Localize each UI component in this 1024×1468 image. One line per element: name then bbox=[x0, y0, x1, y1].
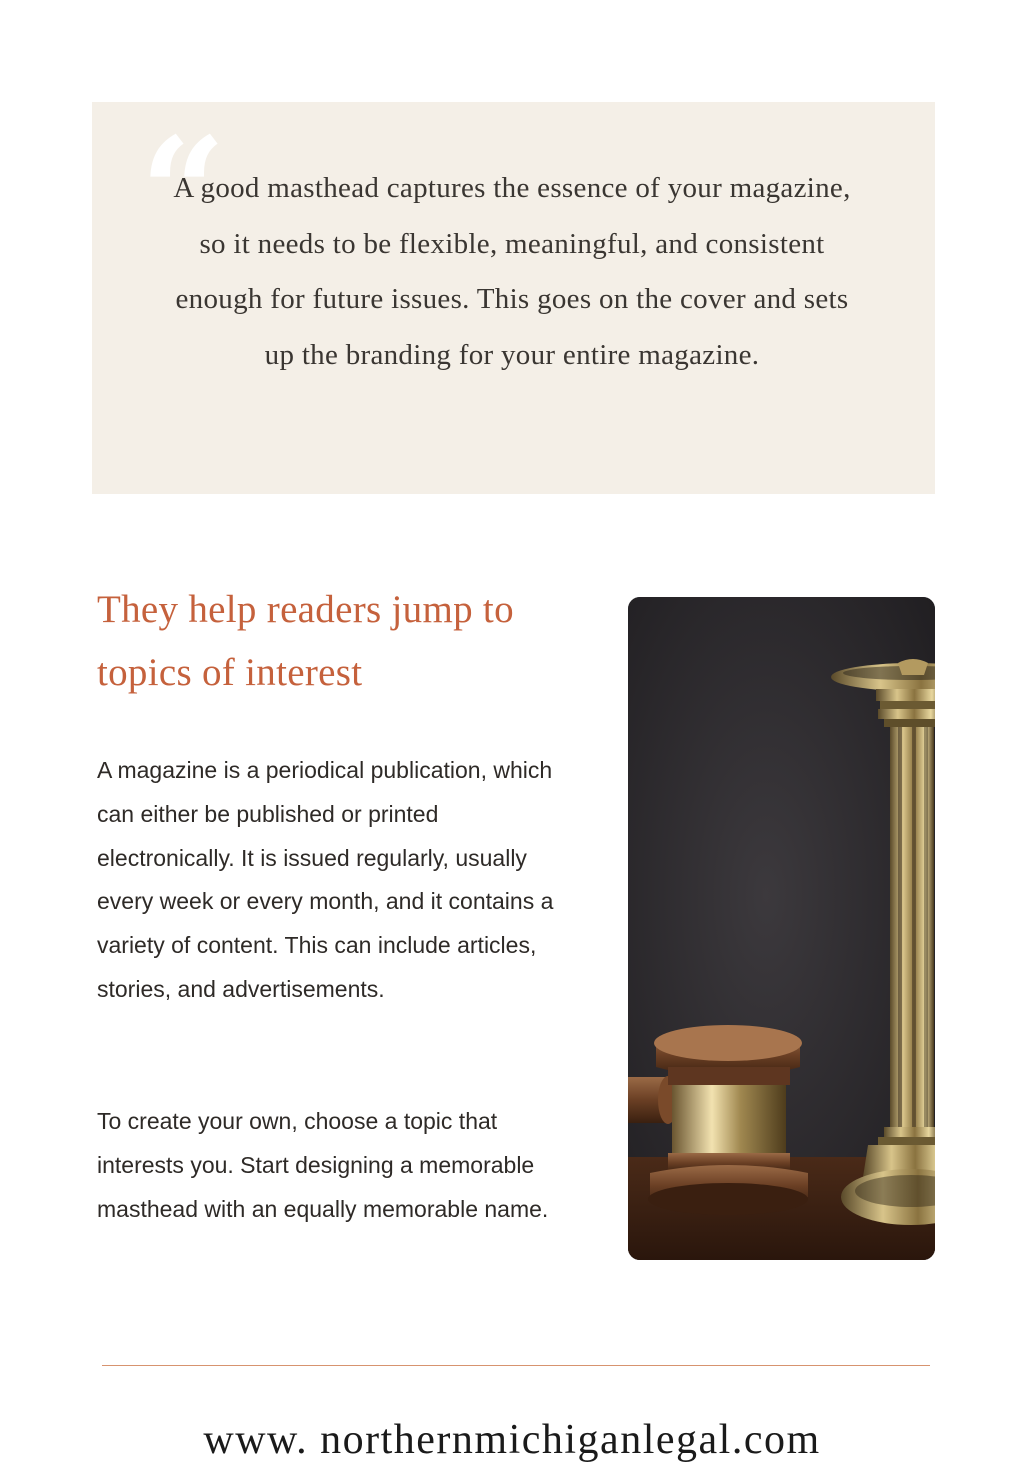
body-paragraph-2: To create your own, choose a topic that interests you. Start designing a memorable masthead with an equally memorable name. bbox=[97, 1108, 549, 1222]
website-url: www. northernmichiganlegal.com bbox=[203, 1417, 821, 1463]
pull-quote: A good masthead captures the essence of your magazine, so it needs to be flexible, meaningful, and consistent enough for future issues. This goes on the cover and sets up the branding for your entire magazine. bbox=[173, 172, 851, 371]
footer-divider bbox=[102, 1365, 930, 1366]
gavel-photo bbox=[628, 597, 935, 1260]
quote-mark-icon: “ bbox=[140, 105, 227, 281]
section-heading: They help readers jump to topics of interest bbox=[97, 588, 514, 694]
body-paragraph-1: A magazine is a periodical publication, which can either be published or printed electronically. It is issued regularly, usually every week or every month, and it contains a variety of content. This can include articles, stories, and advertisements. bbox=[97, 757, 554, 1002]
